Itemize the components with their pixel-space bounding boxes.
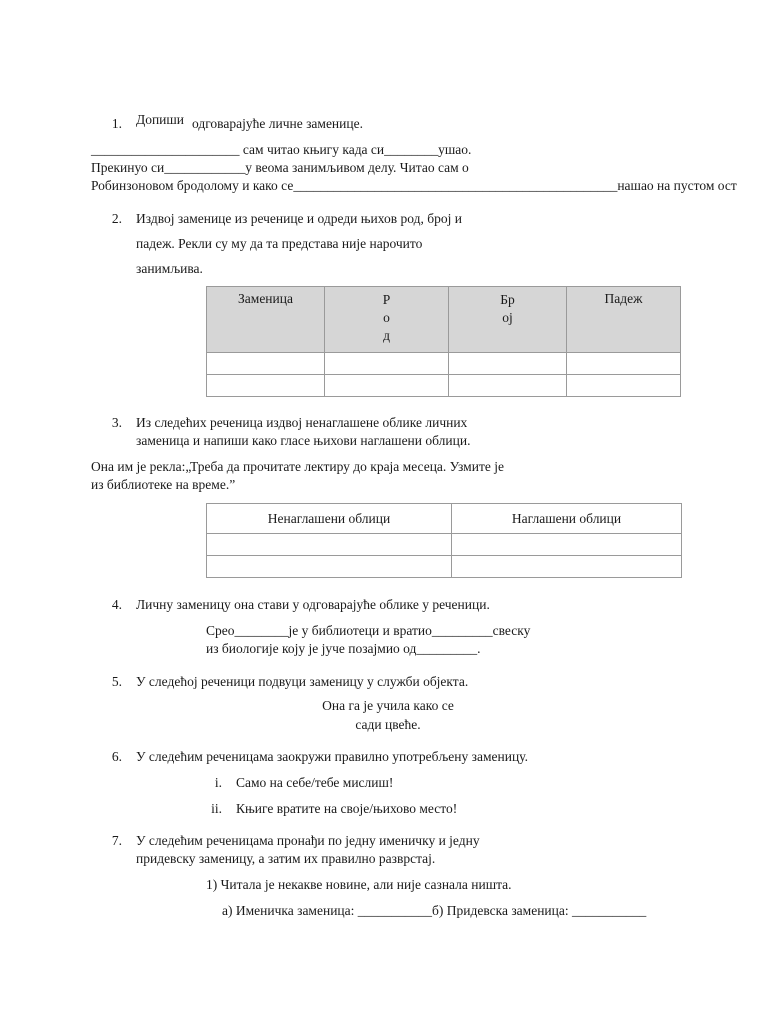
q7-line1: У следећим реченицама пронађи по једну именичку и једну [136, 833, 480, 848]
q3-quote-line1: Она им је рекла:„Треба да прочитате лектиру до краја месеца. Узмите је [91, 459, 504, 474]
q6-item-marker: i. [214, 775, 222, 790]
table-cell[interactable] [452, 556, 682, 578]
table-row [207, 556, 682, 578]
q2-line2: падеж. Рекли су му да та представа није нарочито [136, 236, 423, 251]
q4-line2[interactable]: из биологије коју је јуче позајмио од_________. [206, 641, 481, 656]
q5-title: У следећој реченици подвуци заменицу у служби објекта. [136, 674, 469, 689]
table-cell[interactable] [452, 534, 682, 556]
q3-quote-line2: из библиотеке на време.” [91, 477, 236, 492]
q4-title: Личну заменицу она стави у одговарајуће облике у реченици. [136, 597, 490, 612]
q1-line3-text-a: Робинзоновом бродолому и како се [91, 178, 294, 193]
q1-blank-3[interactable]: ____________ [164, 160, 246, 175]
q7-number: 7. [111, 833, 122, 848]
q1-title-b: одговарајуће личне заменице. [192, 116, 363, 131]
q7-sentence: 1) Читала је некакве новине, али није сазнала ништа. [206, 877, 512, 892]
q1-blank-2[interactable]: ________ [384, 142, 439, 157]
q5-sentence-line1[interactable]: Она га је учила како се [322, 698, 454, 713]
q1-blank-1[interactable]: ______________________ [91, 142, 240, 157]
q5-number: 5. [111, 674, 122, 689]
table-cell[interactable] [325, 353, 449, 375]
q1-line1-text-b: ушао. [438, 142, 472, 157]
q1-line1-text-a: сам читао књигу када си [239, 142, 385, 157]
q6-title: У следећим реченицама заокружи правилно употребљену заменицу. [136, 749, 528, 764]
q1-blank-4[interactable]: ________________________________________________ [293, 178, 618, 193]
q1-line2-text-a: Прекинуо си [91, 160, 165, 175]
table-cell[interactable] [567, 353, 681, 375]
table-cell[interactable] [207, 353, 325, 375]
table-cell[interactable] [325, 375, 449, 397]
q3-table [206, 503, 682, 578]
table-cell[interactable] [449, 375, 567, 397]
q3-header-stressed: Наглашени облици [452, 504, 682, 534]
q1-line3 [91, 178, 737, 194]
q6-number: 6. [111, 749, 122, 764]
q6-item-text[interactable]: Само на себе/тебе мислиш! [236, 775, 394, 790]
q3-number: 3. [111, 415, 122, 430]
q1-title-a: Допиши [136, 112, 185, 127]
q2-header-number: Бр ој [449, 287, 567, 353]
q6-item-marker: ii. [211, 801, 222, 816]
q2-line1: Издвој заменице из реченице и одреди њихов род, број и [136, 211, 462, 226]
table-row [207, 353, 681, 375]
q2-header-case: Падеж [567, 287, 681, 353]
q2-header-gender: Р о д [325, 287, 449, 353]
q2-line3: занимљива. [136, 261, 203, 276]
q3-line2: заменица и напиши како гласе њихови наглашени облици. [136, 433, 471, 448]
q7-line2: придевску заменицу, а затим их правилно разврстај. [136, 851, 436, 866]
q1-line3-text-b: нашао на пустом ост [617, 178, 737, 193]
q1-line1 [91, 142, 471, 158]
table-cell[interactable] [207, 375, 325, 397]
q7-answer-line[interactable]: а) Именичка заменица: ___________б) Придевска заменица: ___________ [222, 903, 647, 918]
q1-number: 1. [111, 116, 122, 131]
q2-table [206, 286, 681, 397]
table-row [207, 534, 682, 556]
q2-number: 2. [111, 211, 122, 226]
table-cell[interactable] [207, 534, 452, 556]
q3-header-unstressed: Ненаглашени облици [207, 504, 452, 534]
q4-number: 4. [111, 597, 122, 612]
table-cell[interactable] [567, 375, 681, 397]
q1-line2 [91, 160, 469, 176]
table-cell[interactable] [449, 353, 567, 375]
q2-header-pronoun: Заменица [207, 287, 325, 353]
q4-line1[interactable]: Срео________је у библиотеци и вратио_________свеску [206, 623, 531, 638]
table-cell[interactable] [207, 556, 452, 578]
q1-line2-text-b: у веома занимљивом делу. Читао сам о [245, 160, 469, 175]
q5-sentence-line2[interactable]: сади цвеће. [355, 717, 421, 732]
table-row [207, 375, 681, 397]
q6-item-text[interactable]: Књиге вратите на своје/њихово место! [236, 801, 458, 816]
q3-line1: Из следећих реченица издвој ненаглашене облике личних [136, 415, 468, 430]
